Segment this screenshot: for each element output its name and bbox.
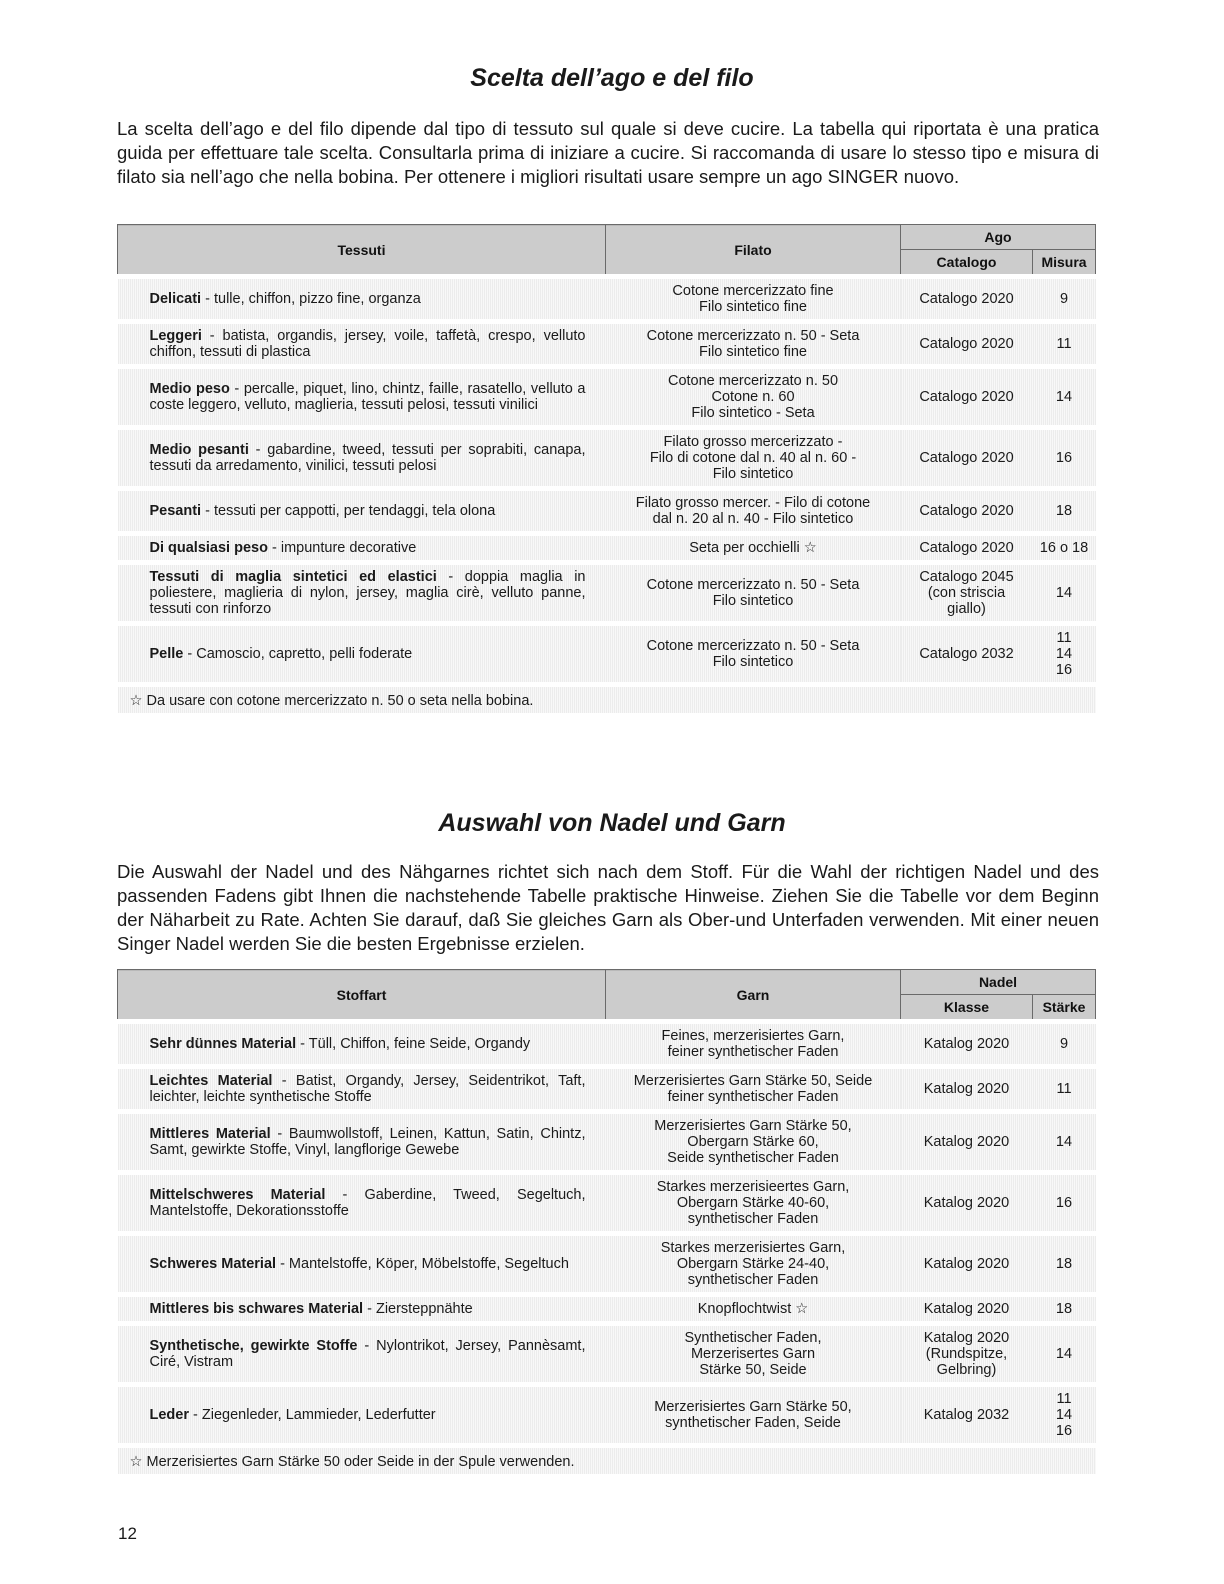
thread-cell: Starkes merzerisiertes Garn, Obergarn Stärke 24-40, synthetischer Faden bbox=[606, 1234, 901, 1295]
thread-cell: Starkes merzerisieertes Garn, Obergarn Stärke 40-60, synthetischer Faden bbox=[606, 1173, 901, 1234]
fabric-category: Leichtes Material bbox=[149, 1073, 273, 1089]
table-row bbox=[118, 1385, 1096, 1446]
fabric-cell bbox=[118, 1324, 606, 1385]
table-row bbox=[118, 1234, 1096, 1295]
table-row bbox=[118, 277, 1096, 322]
size-cell: 18 bbox=[1033, 1234, 1096, 1295]
italian-section-title: Scelta dell’ago e del filo bbox=[470, 64, 754, 92]
thread-cell: Synthetischer Faden, Merzerisertes Garn Stärke 50, Seide bbox=[606, 1324, 901, 1385]
page-number: 12 bbox=[118, 1524, 137, 1543]
german-section-title: Auswahl von Nadel und Garn bbox=[438, 809, 786, 837]
fabric-cell bbox=[118, 1385, 606, 1446]
fabric-cell bbox=[118, 1022, 606, 1067]
catalog-cell: Catalogo 2032 bbox=[901, 624, 1033, 685]
table-footnote: ☆ Da usare con cotone mercerizzato n. 50 o seta nella bobina. bbox=[118, 685, 1096, 714]
fabric-description: - Gaberdine, Tweed, Segeltuch, Mantelstoffe, Dekorationsstoffe bbox=[149, 1187, 586, 1219]
fabric-category: Di qualsiasi peso bbox=[149, 540, 268, 556]
catalog-cell: Catalogo 2020 bbox=[901, 277, 1033, 322]
italian-intro-paragraph: La scelta dell’ago e del filo dipende dal tipo di tessuto sul quale si deve cucire. La tabella qui riportata è una pratica guida per effettuare tale scelta. Consultarla prima di iniziare a cucire. Si raccomanda di usare lo stesso tipo e misura di filato sia nell’ago che nella bobina. Per ottenere i migliori risultati usare sempre un ago SINGER nuovo. bbox=[117, 118, 1099, 187]
header-size: Misura bbox=[1033, 250, 1096, 277]
fabric-cell bbox=[118, 1295, 606, 1324]
footnote-row bbox=[118, 1446, 1096, 1475]
fabric-description: - Mantelstoffe, Köper, Möbelstoffe, Segeltuch bbox=[276, 1256, 569, 1272]
catalog-cell: Catalogo 2020 bbox=[901, 367, 1033, 428]
header-fabric: Tessuti bbox=[118, 225, 606, 277]
thread-cell: Merzerisiertes Garn Stärke 50, Obergarn Stärke 60, Seide synthetischer Faden bbox=[606, 1112, 901, 1173]
fabric-category: Leggeri bbox=[149, 328, 202, 344]
fabric-category: Medio pesanti bbox=[149, 442, 249, 458]
catalog-cell: Katalog 2032 bbox=[901, 1385, 1033, 1446]
fabric-category: Mittleres Material bbox=[149, 1126, 271, 1142]
fabric-cell bbox=[118, 322, 606, 367]
catalog-cell: Katalog 2020 bbox=[901, 1173, 1033, 1234]
size-cell: 16 bbox=[1033, 428, 1096, 489]
thread-cell: Feines, merzerisiertes Garn, feiner synthetischer Faden bbox=[606, 1022, 901, 1067]
catalog-cell: Catalogo 2020 bbox=[901, 534, 1033, 563]
table-row bbox=[118, 1173, 1096, 1234]
thread-cell: Cotone mercerizzato n. 50 - Seta Filo sintetico bbox=[606, 624, 901, 685]
catalog-cell: Katalog 2020 bbox=[901, 1067, 1033, 1112]
header-catalog: Klasse bbox=[901, 995, 1033, 1022]
header-catalog: Catalogo bbox=[901, 250, 1033, 277]
italian-table-body bbox=[118, 277, 1096, 714]
fabric-cell bbox=[118, 1234, 606, 1295]
fabric-category: Tessuti di maglia sintetici ed elastici bbox=[149, 569, 437, 585]
table-row bbox=[118, 428, 1096, 489]
catalog-cell: Catalogo 2020 bbox=[901, 489, 1033, 534]
catalog-cell: Catalogo 2020 bbox=[901, 322, 1033, 367]
header-needle: Ago bbox=[901, 225, 1096, 250]
header-fabric: Stoffart bbox=[118, 970, 606, 1022]
size-cell: 9 bbox=[1033, 277, 1096, 322]
fabric-description: - Ziegenleder, Lammieder, Lederfutter bbox=[189, 1407, 436, 1423]
size-cell: 16 o 18 bbox=[1033, 534, 1096, 563]
fabric-description: - Baumwollstoff, Leinen, Kattun, Satin, Chintz, Samt, gewirkte Stoffe, Vinyl, langflorige Gewebe bbox=[149, 1126, 586, 1158]
fabric-description: - Ziersteppnähte bbox=[363, 1301, 473, 1317]
fabric-cell bbox=[118, 489, 606, 534]
size-cell: 18 bbox=[1033, 1295, 1096, 1324]
table-row bbox=[118, 489, 1096, 534]
fabric-cell bbox=[118, 428, 606, 489]
fabric-category: Schweres Material bbox=[149, 1256, 277, 1272]
thread-cell: Filato grosso mercerizzato - Filo di cotone dal n. 40 al n. 60 - Filo sintetico bbox=[606, 428, 901, 489]
size-cell: 16 bbox=[1033, 1173, 1096, 1234]
fabric-description: - Camoscio, capretto, pelli foderate bbox=[183, 646, 413, 662]
thread-cell: Knopflochtwist ☆ bbox=[606, 1295, 901, 1324]
fabric-category: Mittelschweres Material bbox=[149, 1187, 326, 1203]
size-cell: 14 bbox=[1033, 563, 1096, 624]
fabric-description: - impunture decorative bbox=[267, 540, 417, 556]
fabric-description: - Batist, Organdy, Jersey, Seidentrikot, Taft, leichter, leichte synthetische Stoffe bbox=[149, 1073, 586, 1105]
fabric-category: Pelle bbox=[149, 646, 184, 662]
fabric-category: Mittleres bis schwares Material bbox=[149, 1301, 364, 1317]
italian-needle-thread-table bbox=[117, 224, 1096, 713]
thread-cell: Cotone mercerizzato n. 50 - Seta Filo sintetico fine bbox=[606, 322, 901, 367]
footnote-row bbox=[118, 685, 1096, 714]
catalog-cell: Katalog 2020 bbox=[901, 1022, 1033, 1067]
fabric-description: - gabardine, tweed, tessuti per soprabiti, canapa, tessuti da arredamento, vinilici, tessuti pelosi bbox=[149, 442, 586, 474]
size-cell: 9 bbox=[1033, 1022, 1096, 1067]
table-row bbox=[118, 624, 1096, 685]
thread-cell: Merzerisiertes Garn Stärke 50, synthetischer Faden, Seide bbox=[606, 1385, 901, 1446]
table-row bbox=[118, 367, 1096, 428]
fabric-description: - tulle, chiffon, pizzo fine, organza bbox=[201, 291, 421, 307]
header-size: Stärke bbox=[1033, 995, 1096, 1022]
thread-cell: Cotone mercerizzato n. 50 Cotone n. 60 Filo sintetico - Seta bbox=[606, 367, 901, 428]
table-row bbox=[118, 1295, 1096, 1324]
fabric-category: Leder bbox=[149, 1407, 189, 1423]
german-table-body bbox=[118, 1022, 1096, 1475]
table-row bbox=[118, 1067, 1096, 1112]
table-row bbox=[118, 322, 1096, 367]
thread-cell: Merzerisiertes Garn Stärke 50, Seide feiner synthetischer Faden bbox=[606, 1067, 901, 1112]
table-row bbox=[118, 1324, 1096, 1385]
fabric-description: - tessuti per cappotti, per tendaggi, tela olona bbox=[201, 503, 496, 519]
german-intro-paragraph: Die Auswahl der Nadel und des Nähgarnes richtet sich nach dem Stoff. Für die Wahl der richtigen Nadel und des passenden Fadens gibt Ihnen die nachstehende Tabelle praktische Hinweise. Ziehen Sie die Tabelle vor dem Beginn der Näharbeit zu Rate. Achten Sie darauf, daß Sie gleiches Garn als Ober-und Unterfaden verwenden. Mit einer neuen Singer Nadel werden Sie die besten Ergebnisse erzielen. bbox=[117, 861, 1099, 954]
table-row bbox=[118, 563, 1096, 624]
size-cell: 11 14 16 bbox=[1033, 1385, 1096, 1446]
fabric-description: - Nylontrikot, Jersey, Pannèsamt, Ciré, Vistram bbox=[149, 1338, 586, 1370]
fabric-description: - percalle, piquet, lino, chintz, faille, rasatello, velluto a coste leggero, velluto, maglieria, tessuti pelosi, tessuti vinilici bbox=[149, 381, 586, 413]
table-footnote: ☆ Merzerisiertes Garn Stärke 50 oder Seide in der Spule verwenden. bbox=[118, 1446, 1096, 1475]
size-cell: 11 14 16 bbox=[1033, 624, 1096, 685]
fabric-cell bbox=[118, 563, 606, 624]
header-thread: Garn bbox=[606, 970, 901, 1022]
fabric-description: - Tüll, Chiffon, feine Seide, Organdy bbox=[296, 1036, 531, 1052]
fabric-category: Synthetische, gewirkte Stoffe bbox=[149, 1338, 358, 1354]
fabric-category: Medio peso bbox=[149, 381, 230, 397]
size-cell: 14 bbox=[1033, 1112, 1096, 1173]
header-thread: Filato bbox=[606, 225, 901, 277]
fabric-category: Sehr dünnes Material bbox=[149, 1036, 297, 1052]
fabric-description: - batista, organdis, jersey, voile, taffetà, crespo, velluto chiffon, tessuti di plastica bbox=[149, 328, 586, 360]
catalog-cell: Catalogo 2020 bbox=[901, 428, 1033, 489]
fabric-cell bbox=[118, 1067, 606, 1112]
fabric-cell bbox=[118, 534, 606, 563]
size-cell: 11 bbox=[1033, 322, 1096, 367]
fabric-description: - doppia maglia in poliestere, maglieria di nylon, jersey, maglia cirè, velluto panne, tessuti con rinforzo bbox=[149, 569, 586, 617]
thread-cell: Cotone mercerizzato n. 50 - Seta Filo sintetico bbox=[606, 563, 901, 624]
size-cell: 14 bbox=[1033, 1324, 1096, 1385]
fabric-category: Pesanti bbox=[149, 503, 202, 519]
german-needle-thread-table bbox=[117, 969, 1096, 1474]
fabric-cell bbox=[118, 1112, 606, 1173]
catalog-cell: Catalogo 2045 (con striscia giallo) bbox=[901, 563, 1033, 624]
catalog-cell: Katalog 2020 bbox=[901, 1112, 1033, 1173]
fabric-cell bbox=[118, 277, 606, 322]
catalog-cell: Katalog 2020 bbox=[901, 1295, 1033, 1324]
size-cell: 11 bbox=[1033, 1067, 1096, 1112]
fabric-cell bbox=[118, 624, 606, 685]
fabric-cell bbox=[118, 367, 606, 428]
fabric-cell bbox=[118, 1173, 606, 1234]
catalog-cell: Katalog 2020 (Rundspitze, Gelbring) bbox=[901, 1324, 1033, 1385]
size-cell: 14 bbox=[1033, 367, 1096, 428]
table-row bbox=[118, 1112, 1096, 1173]
table-row bbox=[118, 534, 1096, 563]
table-row bbox=[118, 1022, 1096, 1067]
header-needle: Nadel bbox=[901, 970, 1096, 995]
thread-cell: Cotone mercerizzato fine Filo sintetico fine bbox=[606, 277, 901, 322]
catalog-cell: Katalog 2020 bbox=[901, 1234, 1033, 1295]
size-cell: 18 bbox=[1033, 489, 1096, 534]
thread-cell: Seta per occhielli ☆ bbox=[606, 534, 901, 563]
fabric-category: Delicati bbox=[149, 291, 202, 307]
thread-cell: Filato grosso mercer. - Filo di cotone dal n. 20 al n. 40 - Filo sintetico bbox=[606, 489, 901, 534]
